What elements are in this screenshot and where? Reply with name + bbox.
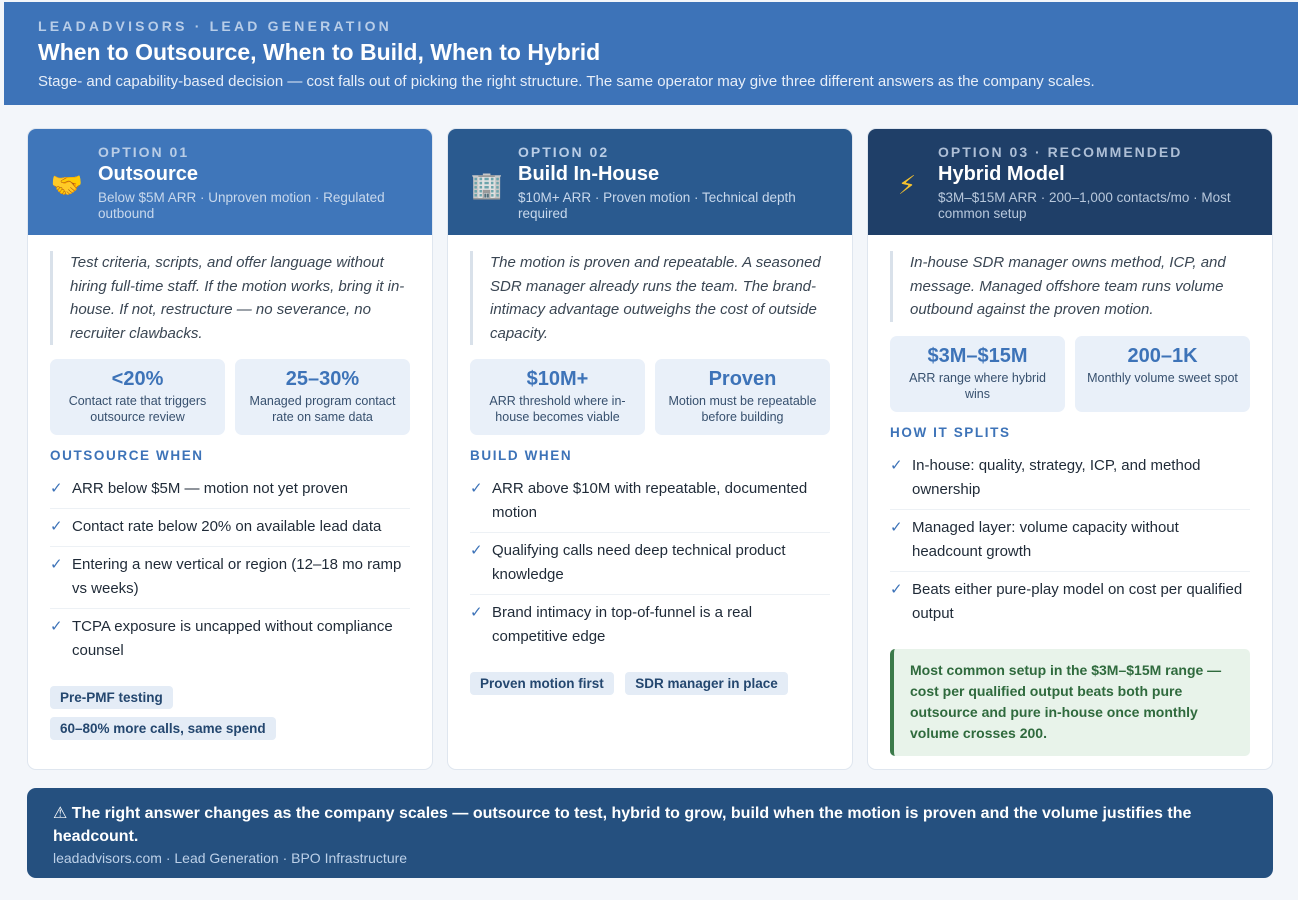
stat-value: 200–1K	[1127, 344, 1198, 367]
stat-box	[890, 336, 1065, 412]
page-title: When to Outsource, When to Build, When to Hybrid	[38, 39, 601, 65]
list-item-text: Contact rate below 20% on available lead data	[72, 518, 382, 535]
stat-box	[50, 359, 225, 435]
list-item-text: Entering a new vertical or region (12–18 mo ramp vs weeks)	[72, 556, 402, 597]
tag-list	[470, 672, 830, 703]
stat-label: Monthly volume sweet spot	[1087, 370, 1238, 385]
option-title: Hybrid Model	[938, 163, 1065, 185]
card-body	[448, 235, 852, 703]
list-item	[890, 572, 1250, 633]
card-body	[28, 235, 432, 748]
list-item-text: ARR above $10M with repeatable, documented motion	[492, 480, 808, 521]
card-header	[448, 129, 852, 235]
footer-source: leadadvisors.com · Lead Generation · BPO Infrastructure	[53, 850, 408, 866]
option-subtitle: $3M–$15M ARR · 200–1,000 contacts/mo · Most common setup	[938, 190, 1231, 221]
tag-list	[50, 686, 410, 748]
stat-value: $10M+	[526, 368, 589, 390]
stat-row	[470, 359, 830, 435]
criteria-list	[50, 471, 410, 670]
card-body	[868, 235, 1272, 756]
checkmark-icon: ✓	[50, 618, 63, 635]
option-title: Build In-House	[518, 163, 660, 185]
stat-label: Managed program contact rate on same data	[249, 394, 396, 424]
footer-message: ⚠ The right answer changes as the company scales — outsource to test, hybrid to grow, build when the motion is proven and the volume justifies the headcount.	[53, 805, 1192, 845]
stat-row	[50, 359, 410, 435]
checkmark-icon: ✓	[50, 556, 63, 573]
stat-value: Proven	[708, 368, 777, 390]
section-label: BUILD WHEN	[470, 448, 573, 463]
stat-label: ARR threshold where in-house becomes viable	[489, 394, 626, 424]
stat-value: <20%	[111, 368, 164, 390]
list-item-text: TCPA exposure is uncapped without compliance counsel	[72, 618, 393, 659]
checkmark-icon: ✓	[470, 604, 483, 621]
list-item-text: ARR below $5M — motion not yet proven	[72, 480, 348, 497]
option-label: OPTION 03 · RECOMMENDED	[938, 144, 1183, 160]
options-grid	[27, 128, 1273, 770]
list-item	[470, 471, 830, 533]
stat-label: Motion must be repeatable before building	[668, 394, 817, 424]
list-item-text: Qualifying calls need deep technical product knowledge	[492, 542, 786, 583]
option-card-outsource	[27, 128, 433, 770]
tag-badge: Proven motion first	[470, 672, 614, 695]
tag-badge: 60–80% more calls, same spend	[50, 717, 276, 740]
list-item	[50, 609, 410, 670]
list-item-text: Managed layer: volume capacity without headcount growth	[912, 518, 1179, 560]
list-item	[890, 448, 1250, 510]
stat-label: Contact rate that triggers outsource review	[68, 394, 207, 424]
list-item	[50, 471, 410, 509]
option-quote: In-house SDR manager owns method, ICP, and message. Managed offshore team runs volume outbound against the proven motion.	[890, 251, 1250, 322]
list-item	[470, 595, 830, 656]
checkmark-icon: ✓	[890, 580, 903, 598]
card-header	[28, 129, 432, 235]
checkmark-icon: ✓	[50, 518, 63, 535]
stat-box	[655, 359, 830, 435]
option-card-hybrid-model	[867, 128, 1273, 770]
criteria-list	[470, 471, 830, 656]
stat-row	[890, 336, 1250, 412]
checkmark-icon: ✓	[470, 542, 483, 559]
list-item	[50, 547, 410, 609]
list-item	[890, 510, 1250, 572]
page-footer	[27, 788, 1273, 878]
criteria-list	[890, 448, 1250, 633]
option-quote: The motion is proven and repeatable. A seasoned SDR manager already runs the team. The brand-intimacy advantage outweighs the cost of outside capacity.	[470, 251, 830, 345]
list-item	[470, 533, 830, 595]
stat-value: 25–30%	[285, 368, 360, 390]
list-item-text: Beats either pure-play model on cost per qualified output	[912, 580, 1243, 622]
page-header	[4, 2, 1298, 105]
option-label: OPTION 01	[98, 144, 190, 160]
option-card-build-in-house	[447, 128, 853, 770]
stat-value: $3M–$15M	[927, 344, 1028, 367]
recommendation-callout: Most common setup in the $3M–$15M range — cost per qualified output beats both pure outsource and pure in-house once monthly volume crosses 200.	[890, 649, 1250, 756]
checkmark-icon: ✓	[470, 480, 483, 497]
tag-badge: SDR manager in place	[625, 672, 788, 695]
tag-badge: Pre-PMF testing	[50, 686, 173, 709]
section-label: HOW IT SPLITS	[890, 424, 1011, 440]
list-item-text: In-house: quality, strategy, ICP, and method ownership	[912, 456, 1201, 498]
page-subtitle: Stage- and capability-based decision — cost falls out of picking the right structure. The same operator may give three different answers as the company scales.	[38, 73, 1095, 90]
option-title: Outsource	[98, 163, 199, 185]
lightning-icon: ⚡	[897, 171, 917, 201]
handshake-icon: 🤝	[50, 171, 84, 201]
list-item-text: Brand intimacy in top-of-funnel is a real competitive edge	[492, 604, 753, 645]
option-quote: Test criteria, scripts, and offer language without hiring full-time staff. If the motion works, bring it in-house. If not, restructure — no severance, no recruiter clawbacks.	[50, 251, 410, 345]
checkmark-icon: ✓	[890, 518, 903, 536]
checkmark-icon: ✓	[890, 456, 903, 474]
section-label: OUTSOURCE WHEN	[50, 448, 204, 463]
stat-box	[235, 359, 410, 435]
list-item	[50, 509, 410, 547]
stat-box	[470, 359, 645, 435]
checkmark-icon: ✓	[50, 480, 63, 497]
card-header	[868, 129, 1272, 235]
stat-box	[1075, 336, 1250, 412]
stat-label: ARR range where hybrid wins	[909, 370, 1046, 401]
option-subtitle: Below $5M ARR · Unproven motion · Regulated outbound	[98, 190, 385, 221]
office-building-icon: 🏢	[470, 171, 504, 201]
option-label: OPTION 02	[518, 144, 610, 160]
option-subtitle: $10M+ ARR · Proven motion · Technical depth required	[518, 190, 796, 221]
header-kicker: LEADADVISORS · LEAD GENERATION	[38, 18, 392, 34]
